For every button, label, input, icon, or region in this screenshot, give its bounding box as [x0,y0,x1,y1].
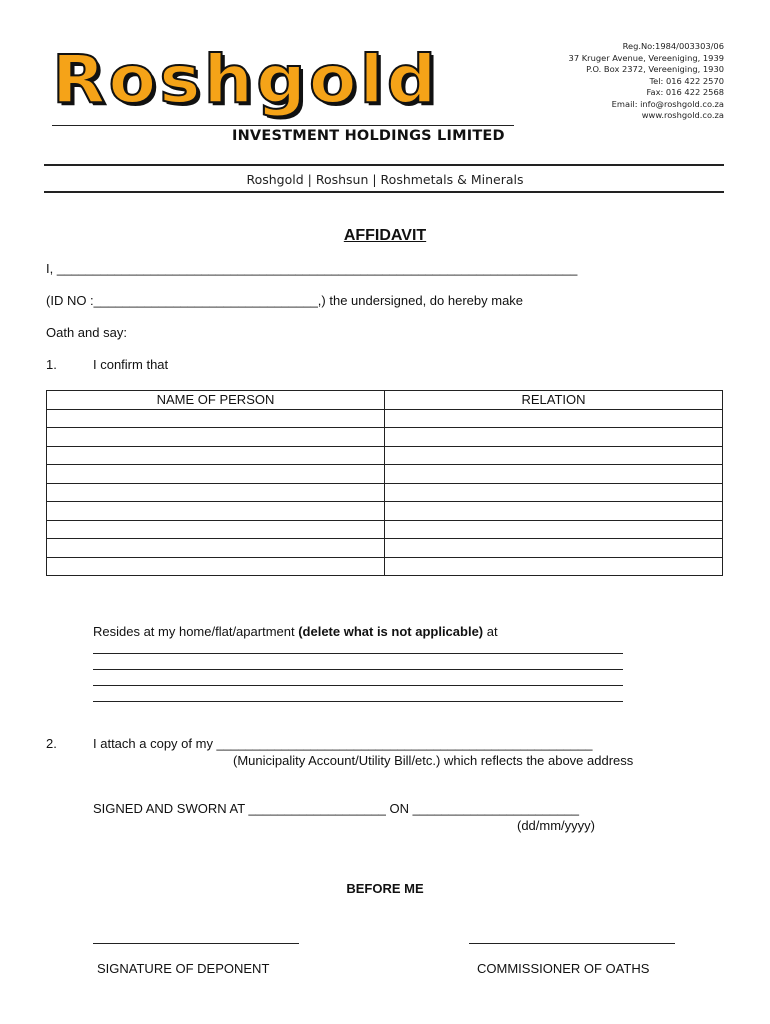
before-me-label: BEFORE ME [346,881,424,896]
contact-website: www.roshgold.co.za [641,110,724,120]
item1-text: I confirm that [93,357,169,372]
oath-text: Oath and say: [46,325,127,340]
contact-fax: Fax: 016 422 2568 [646,87,724,97]
resides-statement [93,624,498,639]
contact-address: 37 Kruger Avenue, Vereeniging, 1939 [568,52,724,63]
table-row [47,502,723,521]
table-row [47,428,723,447]
name-cell[interactable] [47,502,385,521]
name-cell[interactable] [47,446,385,465]
column-header-relation: RELATION [385,391,723,410]
table-row [47,520,723,539]
item2-text[interactable]: I attach a copy of my ____________________________________________________ [93,736,593,751]
address-line-4[interactable] [93,701,623,702]
contact-pobox: P.O. Box 2372, Vereeniging, 1930 [586,64,724,74]
date-format-hint: (dd/mm/yyyy) [517,818,595,833]
table-row [47,483,723,502]
resides-prefix: Resides at my home/flat/apartment [93,624,299,639]
relation-cell[interactable] [385,446,723,465]
relation-cell[interactable] [385,539,723,558]
brand-rule-bottom [44,191,724,193]
item2-note: (Municipality Account/Utility Bill/etc.) which reflects the above address [233,753,634,768]
logo-divider [52,125,514,126]
company-subtitle: INVESTMENT HOLDINGS LIMITED [232,128,505,144]
address-line-1[interactable] [93,653,623,654]
table-header-row [47,391,723,410]
relation-cell[interactable] [385,483,723,502]
table-row [47,446,723,465]
brand-list: Roshgold | Roshsun | Roshmetals & Minerals [246,172,524,187]
table-row [47,539,723,558]
name-cell[interactable] [47,428,385,447]
name-cell[interactable] [47,409,385,428]
commissioner-signature-line[interactable] [469,943,675,944]
contact-tel: Tel: 016 422 2570 [649,75,724,86]
relation-cell[interactable] [385,557,723,576]
item1-number: 1. [46,357,57,372]
column-header-name: NAME OF PERSON [47,391,385,410]
document-title: AFFIDAVIT [343,227,427,244]
relation-cell[interactable] [385,465,723,484]
relation-cell[interactable] [385,409,723,428]
contact-email: Email: info@roshgold.co.za [611,98,724,109]
deponent-signature-label: SIGNATURE OF DEPONENT [97,961,270,976]
relation-cell[interactable] [385,428,723,447]
relation-cell[interactable] [385,520,723,539]
name-cell[interactable] [47,465,385,484]
table-row [47,465,723,484]
name-cell[interactable] [47,483,385,502]
commissioner-signature-label: COMMISSIONER OF OATHS [477,961,650,976]
brand-rule-top [44,164,724,166]
name-cell[interactable] [47,520,385,539]
contact-reg: Reg.No:1984/003303/06 [622,41,724,51]
address-line-3[interactable] [93,685,623,686]
item2-number: 2. [46,736,57,751]
company-logo [52,41,514,118]
contact-block [569,41,724,122]
logo-wordmark: Roshgold [52,41,440,118]
name-cell[interactable] [47,557,385,576]
signed-sworn-line[interactable]: SIGNED AND SWORN AT ___________________ ON _______________________ [93,801,579,816]
name-cell[interactable] [47,539,385,558]
id-number-line[interactable]: (ID NO :_______________________________,) the undersigned, do hereby make [46,293,524,308]
table-row [47,409,723,428]
deponent-signature-line[interactable] [93,943,299,944]
relation-cell[interactable] [385,502,723,521]
resides-instruction: (delete what is not applicable) [298,624,484,639]
persons-table [46,390,723,576]
table-row [47,557,723,576]
resides-suffix: at [483,624,498,639]
address-line-2[interactable] [93,669,623,670]
deponent-name-line[interactable]: I, ________________________________________________________________________ [46,261,578,276]
